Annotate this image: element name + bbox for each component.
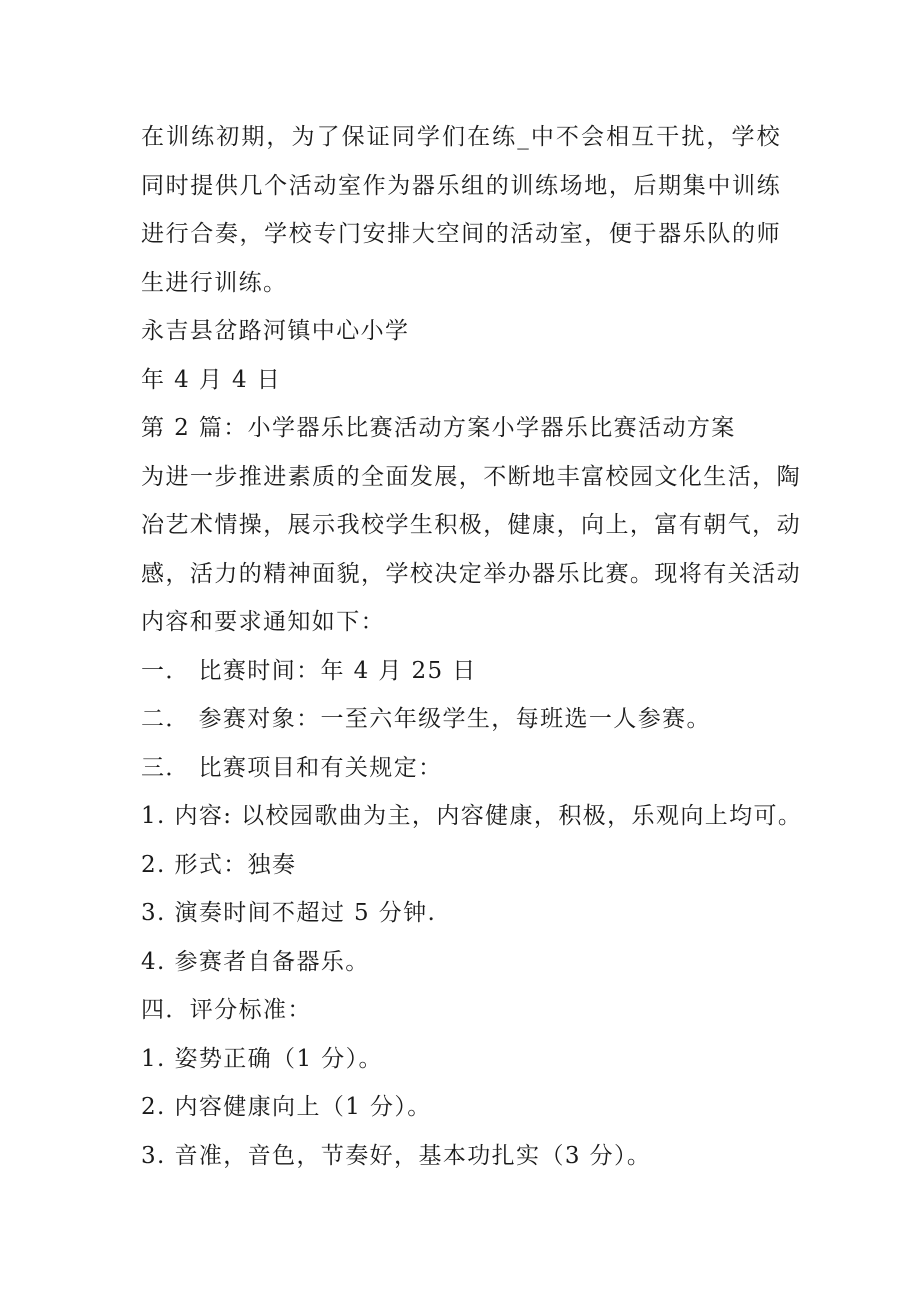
list-item-scoring-heading: 四．评分标准： — [141, 997, 312, 1023]
section-title: 第 2 篇：小学器乐比赛活动方案小学器乐比赛活动方案 — [141, 415, 736, 441]
score-content: 2. 内容健康向上（1 分）。 — [141, 1094, 432, 1120]
score-technique: 3. 音准，音色，节奏好，基本功扎实（3 分）。 — [141, 1142, 652, 1169]
score-posture: 1. 姿势正确（1 分）。 — [141, 1045, 383, 1072]
rule-form: 2. 形式：独奏 — [141, 851, 297, 878]
document-date: 年 4 月 4 日 — [141, 366, 282, 393]
rule-duration: 3. 演奏时间不超过 5 分钟. — [141, 900, 437, 926]
paragraph-training: 在训练初期，为了保证同学们在练_中不会相互干扰，学校同时提供几个活动室作为器乐组的训练场地，后期集中训练进行合奏，学校专门安排大空间的活动室，便于器乐队的师生进行训练。 — [141, 124, 781, 296]
document-body — [141, 113, 806, 1180]
school-name: 永吉县岔路河镇中心小学 — [141, 318, 410, 344]
list-item-participants: 二． 参赛对象：一至六年级学生，每班选一人参赛。 — [141, 706, 711, 732]
rule-instruments: 4. 参赛者自备器乐。 — [141, 948, 370, 975]
list-item-competition-time: 一． 比赛时间：年 4 月 25 日 — [141, 657, 477, 684]
rule-content: 1. 内容: 以校园歌曲为主，内容健康，积极，乐观向上均可。 — [141, 803, 803, 829]
intro-paragraph: 为进一步推进素质的全面发展，不断地丰富校园文化生活，陶冶艺术情操，展示我校学生积极，健康，向上，富有朝气，动感，活力的精神面貌，学校决定举办器乐比赛。现将有关活动内容和要求通知如下： — [141, 463, 801, 635]
list-item-rules-heading: 三． 比赛项目和有关规定： — [141, 754, 443, 781]
